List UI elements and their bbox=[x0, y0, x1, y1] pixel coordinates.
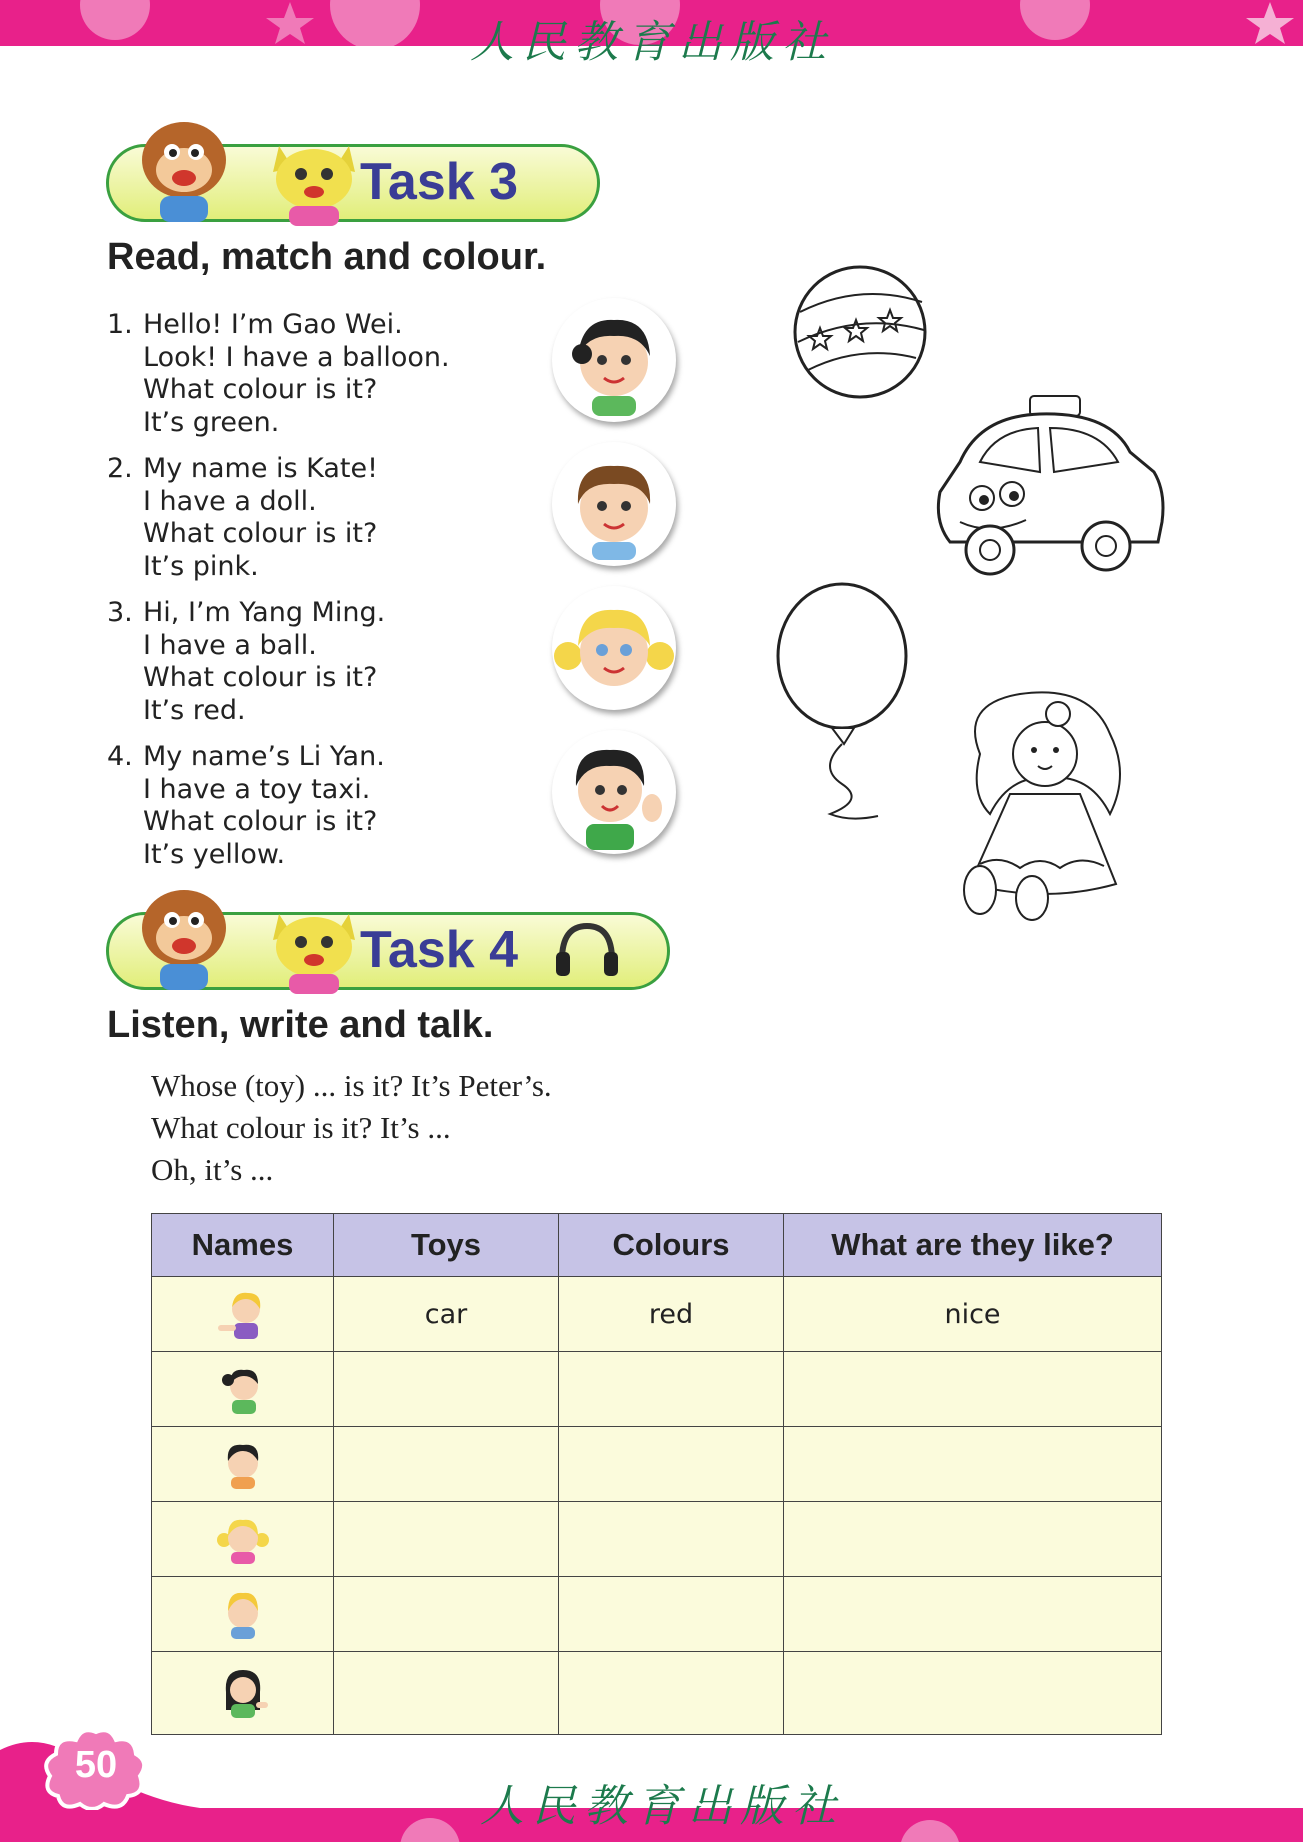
reading-item-3 bbox=[107, 597, 527, 727]
page-number: 50 bbox=[74, 1744, 118, 1786]
task3-title: Task 3 bbox=[360, 153, 519, 211]
reading-item-4 bbox=[107, 741, 527, 871]
task3-instruction: Read, match and colour. bbox=[107, 236, 547, 278]
boy-blonde-pointing-icon bbox=[216, 1287, 270, 1341]
monkey-mascot-icon bbox=[124, 110, 244, 224]
avatar-boy-waving bbox=[552, 730, 676, 854]
item-line: What colour is it? bbox=[143, 662, 378, 693]
like-cell[interactable]: nice bbox=[784, 1277, 1162, 1352]
table-row bbox=[152, 1577, 1162, 1652]
toy-cell[interactable] bbox=[334, 1577, 559, 1652]
colour-cell[interactable] bbox=[559, 1652, 784, 1735]
balloon-drawing-icon bbox=[770, 578, 920, 828]
item-line: It’s yellow. bbox=[143, 838, 286, 870]
name-cell bbox=[152, 1277, 334, 1352]
item-number: 1. bbox=[107, 309, 133, 340]
phrase-line: What colour is it? It’s ... bbox=[151, 1110, 451, 1145]
item-line: I have a toy taxi. bbox=[143, 773, 371, 805]
like-cell[interactable] bbox=[784, 1652, 1162, 1735]
colour-cell[interactable] bbox=[559, 1502, 784, 1577]
item-number: 3. bbox=[107, 597, 133, 628]
task4-banner bbox=[104, 878, 674, 996]
headphones-icon bbox=[554, 920, 620, 978]
table-row bbox=[152, 1427, 1162, 1502]
item-line: It’s pink. bbox=[143, 550, 259, 582]
item-line: What colour is it? bbox=[143, 806, 378, 837]
item-line: What colour is it? bbox=[143, 518, 378, 549]
monkey-mascot-icon bbox=[124, 878, 244, 992]
name-cell bbox=[152, 1502, 334, 1577]
table-row bbox=[152, 1652, 1162, 1735]
like-cell[interactable] bbox=[784, 1427, 1162, 1502]
cat-mascot-icon bbox=[259, 902, 369, 994]
doll-drawing-icon bbox=[940, 684, 1150, 924]
publisher-logo-bottom: 人民教育出版社 bbox=[480, 1781, 844, 1832]
header-names: Names bbox=[152, 1214, 334, 1277]
avatar-girl-blonde bbox=[552, 586, 676, 710]
taxi-drawing-icon bbox=[930, 392, 1170, 582]
item-line: It’s red. bbox=[143, 694, 246, 726]
like-cell[interactable] bbox=[784, 1502, 1162, 1577]
reading-item-1 bbox=[107, 309, 527, 439]
colour-cell[interactable] bbox=[559, 1352, 784, 1427]
survey-table bbox=[151, 1213, 1162, 1735]
task4-instruction: Listen, write and talk. bbox=[107, 1004, 494, 1046]
phrase-line: Whose (toy) ... is it? It’s Peter’s. bbox=[151, 1068, 552, 1103]
item-number: 2. bbox=[107, 453, 133, 484]
item-line: Look! I have a balloon. bbox=[143, 341, 450, 373]
table-row bbox=[152, 1352, 1162, 1427]
item-line: I have a ball. bbox=[143, 629, 317, 661]
toy-cell[interactable]: car bbox=[334, 1277, 559, 1352]
boy-blonde-icon bbox=[216, 1587, 270, 1641]
table-row bbox=[152, 1277, 1162, 1352]
reading-item-2 bbox=[107, 453, 527, 583]
table-header-row bbox=[152, 1214, 1162, 1277]
toy-cell[interactable] bbox=[334, 1427, 559, 1502]
cat-mascot-icon bbox=[259, 134, 369, 226]
like-cell[interactable] bbox=[784, 1577, 1162, 1652]
name-cell bbox=[152, 1652, 334, 1735]
model-phrases bbox=[151, 1065, 552, 1191]
item-line: My name’s Li Yan. bbox=[143, 741, 385, 772]
ball-drawing-icon bbox=[790, 262, 930, 402]
name-cell bbox=[152, 1427, 334, 1502]
like-cell[interactable] bbox=[784, 1352, 1162, 1427]
girl-blonde-pigtails-icon bbox=[216, 1512, 270, 1566]
item-number: 4. bbox=[107, 741, 133, 772]
toy-cell[interactable] bbox=[334, 1502, 559, 1577]
colour-cell[interactable] bbox=[559, 1577, 784, 1652]
header-colours: Colours bbox=[559, 1214, 784, 1277]
task3-banner bbox=[104, 110, 604, 228]
item-line: My name is Kate! bbox=[143, 453, 378, 484]
table-row bbox=[152, 1502, 1162, 1577]
avatar-girl-ponytail bbox=[552, 298, 676, 422]
avatar-boy-brown-hair bbox=[552, 442, 676, 566]
publisher-logo-top: 人民教育出版社 bbox=[470, 17, 834, 68]
item-line: Hi, I’m Yang Ming. bbox=[143, 597, 386, 628]
name-cell bbox=[152, 1577, 334, 1652]
header-toys: Toys bbox=[334, 1214, 559, 1277]
phrase-line: Oh, it’s ... bbox=[151, 1152, 274, 1187]
colour-cell[interactable] bbox=[559, 1427, 784, 1502]
boy-dark-hair-icon bbox=[216, 1437, 270, 1491]
girl-ponytail-icon bbox=[216, 1362, 270, 1416]
star-decoration-icon bbox=[1240, 0, 1300, 46]
item-line: Hello! I’m Gao Wei. bbox=[143, 309, 403, 340]
name-cell bbox=[152, 1352, 334, 1427]
task4-title: Task 4 bbox=[360, 921, 519, 979]
toy-cell[interactable] bbox=[334, 1352, 559, 1427]
star-decoration-icon bbox=[260, 0, 320, 46]
item-line: I have a doll. bbox=[143, 485, 317, 517]
header-what-are-they-like: What are they like? bbox=[784, 1214, 1162, 1277]
item-line: What colour is it? bbox=[143, 374, 378, 405]
colour-cell[interactable]: red bbox=[559, 1277, 784, 1352]
girl-long-hair-icon bbox=[216, 1666, 270, 1720]
toy-cell[interactable] bbox=[334, 1652, 559, 1735]
item-line: It’s green. bbox=[143, 406, 280, 438]
